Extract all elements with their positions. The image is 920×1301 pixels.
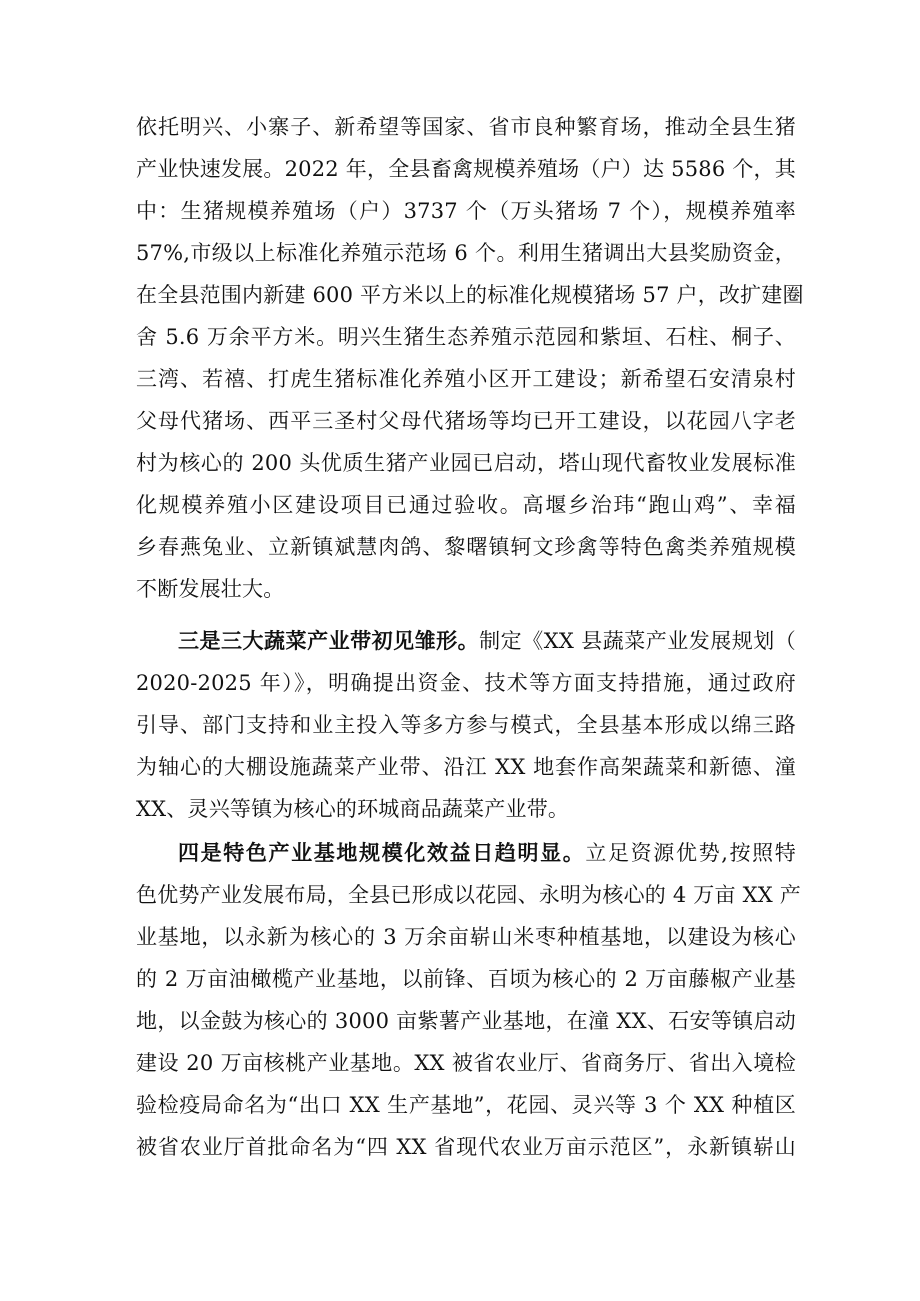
text-line: 依托明兴、小寨子、新希望等国家、省市良种繁育场，推动全县生猪 — [136, 115, 796, 139]
text-line: 舍 5.6 万余平方米。明兴生猪生态养殖示范园和紫垣、石柱、桐子、 — [136, 325, 796, 349]
text-line: 父母代猪场、西平三圣村父母代猪场等均已开工建设，以花园八字老 — [136, 409, 796, 433]
text-line: 产业快速发展。2022 年，全县畜禽规模养殖场（户）达 5586 个，其 — [136, 157, 796, 181]
text-line: 业基地，以永新为核心的 3 万余亩崭山米枣种植基地，以建设为核心 — [136, 925, 796, 949]
text-line: 不断发展壮大。 — [136, 577, 285, 601]
paragraph-livestock — [136, 106, 804, 610]
text-line: 中：生猪规模养殖场（户）3737 个（万头猪场 7 个），规模养殖率 — [136, 199, 796, 223]
paragraph-heading: 三是三大蔬菜产业带初见雏形。 — [178, 628, 480, 653]
text-line: 化规模养殖小区建设项目已通过验收。高堰乡治玮“跑山鸡”、幸福 — [136, 493, 796, 517]
text-line: 三湾、若禧、打虎生猪标准化养殖小区开工建设；新希望石安清泉村 — [136, 367, 796, 391]
text-line: 验检疫局命名为“出口 XX 生产基地”，花园、灵兴等 3 个 XX 种植区 — [136, 1093, 796, 1117]
paragraph-vegetables — [136, 620, 796, 830]
text-line: 2020-2025 年）》，明确提出资金、技术等方面支持措施，通过政府 — [136, 671, 796, 695]
text-line: 乡春燕兔业、立新镇斌慧肉鸽、黎曙镇轲文珍禽等特色禽类养殖规模 — [136, 535, 796, 559]
text-line: 被省农业厅首批命名为“四 XX 省现代农业万亩示范区”，永新镇崭山 — [136, 1135, 796, 1159]
text-line: XX、灵兴等镇为核心的环城商品蔬菜产业带。 — [136, 797, 570, 821]
text-line: 在全县范围内新建 600 平方米以上的标准化规模猪场 57 户，改扩建圈 — [136, 283, 804, 307]
text-line-first — [136, 620, 796, 662]
text-line: 引导、部门支持和业主投入等多方参与模式，全县基本形成以绵三路 — [136, 713, 796, 737]
text-line: 地，以金鼓为核心的 3000 亩紫薯产业基地，在潼 XX、石安等镇启动 — [136, 1009, 796, 1033]
text-run: 制定《XX 县蔬菜产业发展规划（ — [479, 629, 796, 653]
text-line-first — [136, 832, 796, 874]
text-line: 村为核心的 200 头优质生猪产业园已启动，塔山现代畜牧业发展标准 — [136, 451, 796, 475]
paragraph-specialty-bases — [136, 832, 801, 1168]
text-line: 为轴心的大棚设施蔬菜产业带、沿江 XX 地套作高架蔬菜和新德、潼 — [136, 755, 796, 779]
text-line: 的 2 万亩油橄榄产业基地，以前锋、百顷为核心的 2 万亩藤椒产业基 — [136, 967, 796, 991]
text-line: 建设 20 万亩核桃产业基地。XX 被省农业厅、省商务厅、省出入境检 — [136, 1051, 796, 1075]
paragraph-heading: 四是特色产业基地规模化效益日趋明显。 — [178, 840, 586, 865]
text-run: 立足资源优势,按照特 — [585, 841, 796, 865]
text-line: 57%,市级以上标准化养殖示范场 6 个。利用生猪调出大县奖励资金， — [136, 241, 796, 265]
text-line: 色优势产业发展布局，全县已形成以花园、永明为核心的 4 万亩 XX 产 — [136, 883, 801, 907]
